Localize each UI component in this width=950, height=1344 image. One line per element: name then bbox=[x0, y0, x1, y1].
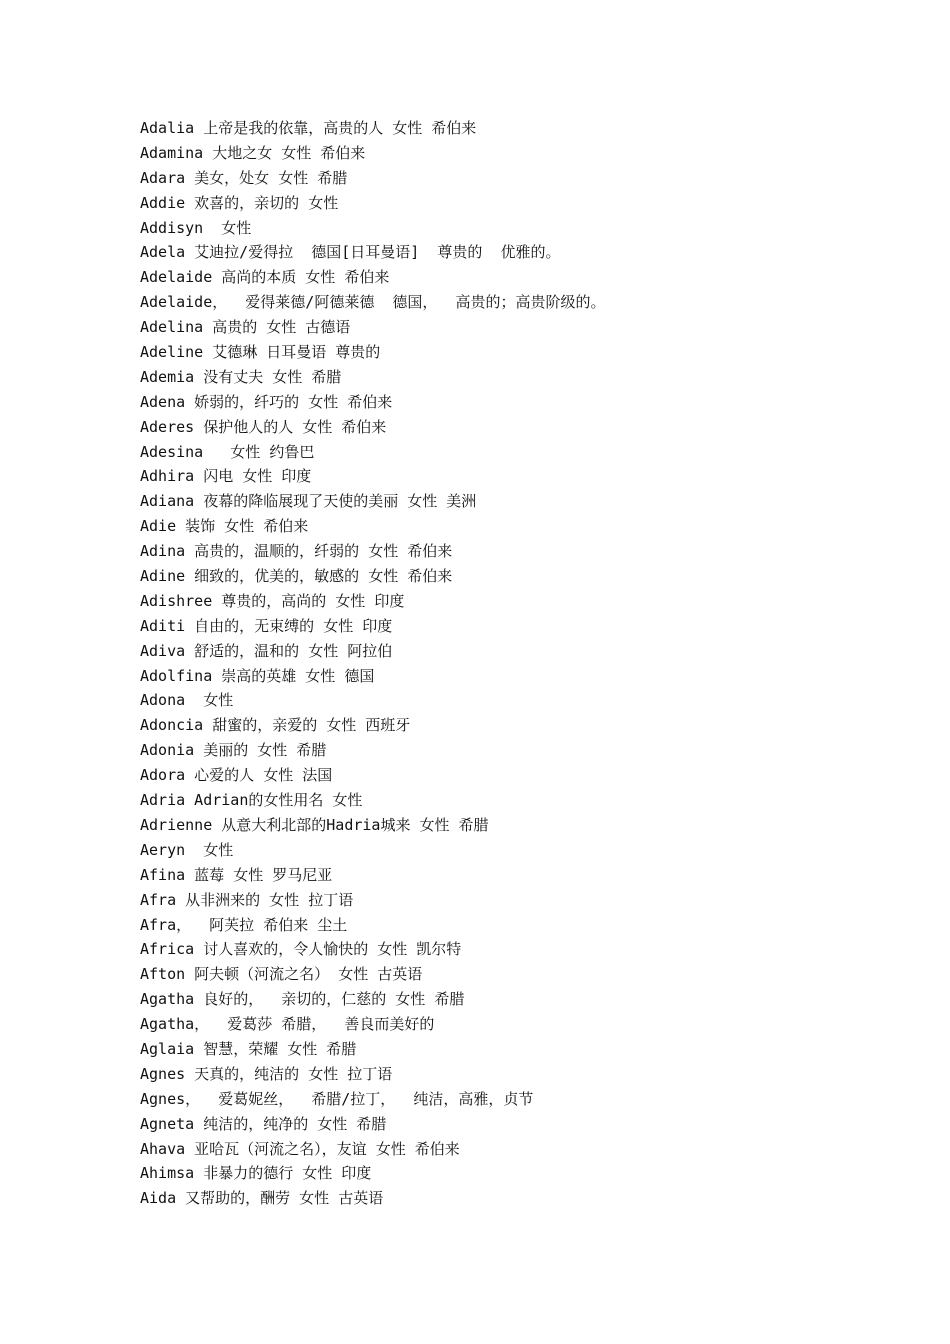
name-entry: Ademia 没有丈夫 女性 希腊 bbox=[140, 367, 342, 386]
name-entry: Adhira 闪电 女性 印度 bbox=[140, 467, 312, 486]
name-entry: Afra， 阿芙拉 希伯来 尘土 bbox=[140, 915, 348, 934]
name-entry: Adiana 夜幕的降临展现了天使的美丽 女性 美洲 bbox=[140, 492, 477, 511]
name-entry: Africa 讨人喜欢的，令人愉快的 女性 凯尔特 bbox=[140, 940, 462, 959]
name-entry: Adelaide 高尚的本质 女性 希伯来 bbox=[140, 268, 390, 287]
name-entry: Addisyn 女性 bbox=[140, 218, 252, 237]
name-entry: Agatha， 爱葛莎 希腊， 善良而美好的 bbox=[140, 1015, 435, 1034]
name-entry: Adiva 舒适的，温和的 女性 阿拉伯 bbox=[140, 641, 393, 660]
name-entry: Aditi 自由的，无束缚的 女性 印度 bbox=[140, 616, 393, 635]
name-entry: Agnes， 爱葛妮丝， 希腊/拉丁， 纯洁，高雅，贞节 bbox=[140, 1089, 534, 1108]
name-entry: Adeline 艾德琳 日耳曼语 尊贵的 bbox=[140, 343, 381, 362]
name-entry: Agneta 纯洁的，纯净的 女性 希腊 bbox=[140, 1114, 387, 1133]
name-entry: Addie 欢喜的，亲切的 女性 bbox=[140, 193, 339, 212]
name-entry: Aderes 保护他人的人 女性 希伯来 bbox=[140, 417, 387, 436]
name-entry: Agnes 天真的，纯洁的 女性 拉丁语 bbox=[140, 1064, 393, 1083]
name-entry: Adina 高贵的，温顺的，纤弱的 女性 希伯来 bbox=[140, 542, 453, 561]
name-entry: Adrienne 从意大利北部的Hadria城来 女性 希腊 bbox=[140, 815, 489, 834]
name-entry: Adoncia 甜蜜的，亲爱的 女性 西班牙 bbox=[140, 716, 411, 735]
name-entry: Afra 从非洲来的 女性 拉丁语 bbox=[140, 890, 354, 909]
name-entry: Adie 装饰 女性 希伯来 bbox=[140, 517, 309, 536]
name-entry: Agatha 良好的， 亲切的，仁慈的 女性 希腊 bbox=[140, 990, 465, 1009]
name-entry: Adishree 尊贵的，高尚的 女性 印度 bbox=[140, 591, 405, 610]
name-entry: Adena 娇弱的，纤巧的 女性 希伯来 bbox=[140, 392, 393, 411]
name-entry: Afton 阿夫顿（河流之名） 女性 古英语 bbox=[140, 965, 423, 984]
name-entry: Adine 细致的，优美的，敏感的 女性 希伯来 bbox=[140, 567, 453, 586]
name-entry: Aglaia 智慧，荣耀 女性 希腊 bbox=[140, 1039, 357, 1058]
name-entry: Adria Adrian的女性用名 女性 bbox=[140, 791, 363, 810]
name-entry: Adolfina 崇高的英雄 女性 德国 bbox=[140, 666, 375, 685]
name-entry: Afina 蓝莓 女性 罗马尼亚 bbox=[140, 865, 333, 884]
name-entry: Adalia 上帝是我的依靠，高贵的人 女性 希伯来 bbox=[140, 119, 477, 137]
name-entry: Aida 又帮助的，酬劳 女性 古英语 bbox=[140, 1189, 384, 1208]
name-entry: Adelaide， 爱得莱德/阿德莱德 德国， 高贵的；高贵阶级的。 bbox=[140, 293, 606, 312]
name-entry: Adesina 女性 约鲁巴 bbox=[140, 442, 315, 461]
name-entry: Ahimsa 非暴力的德行 女性 印度 bbox=[140, 1164, 372, 1183]
name-entry: Aeryn 女性 bbox=[140, 840, 234, 859]
name-entry: Adora 心爱的人 女性 法国 bbox=[140, 766, 333, 785]
name-entry: Adonia 美丽的 女性 希腊 bbox=[140, 741, 327, 760]
name-entry: Adamina 大地之女 女性 希伯来 bbox=[140, 143, 366, 162]
name-entry: Adela 艾迪拉/爱得拉 德国[日耳曼语] 尊贵的 优雅的。 bbox=[140, 243, 561, 262]
name-entry: Adara 美女，处女 女性 希腊 bbox=[140, 168, 348, 187]
name-entry: Ahava 亚哈瓦（河流之名），友谊 女性 希伯来 bbox=[140, 1139, 460, 1158]
name-entry: Adona 女性 bbox=[140, 691, 234, 710]
name-entry-list bbox=[140, 116, 920, 1211]
name-entry: Adelina 高贵的 女性 古德语 bbox=[140, 318, 351, 337]
